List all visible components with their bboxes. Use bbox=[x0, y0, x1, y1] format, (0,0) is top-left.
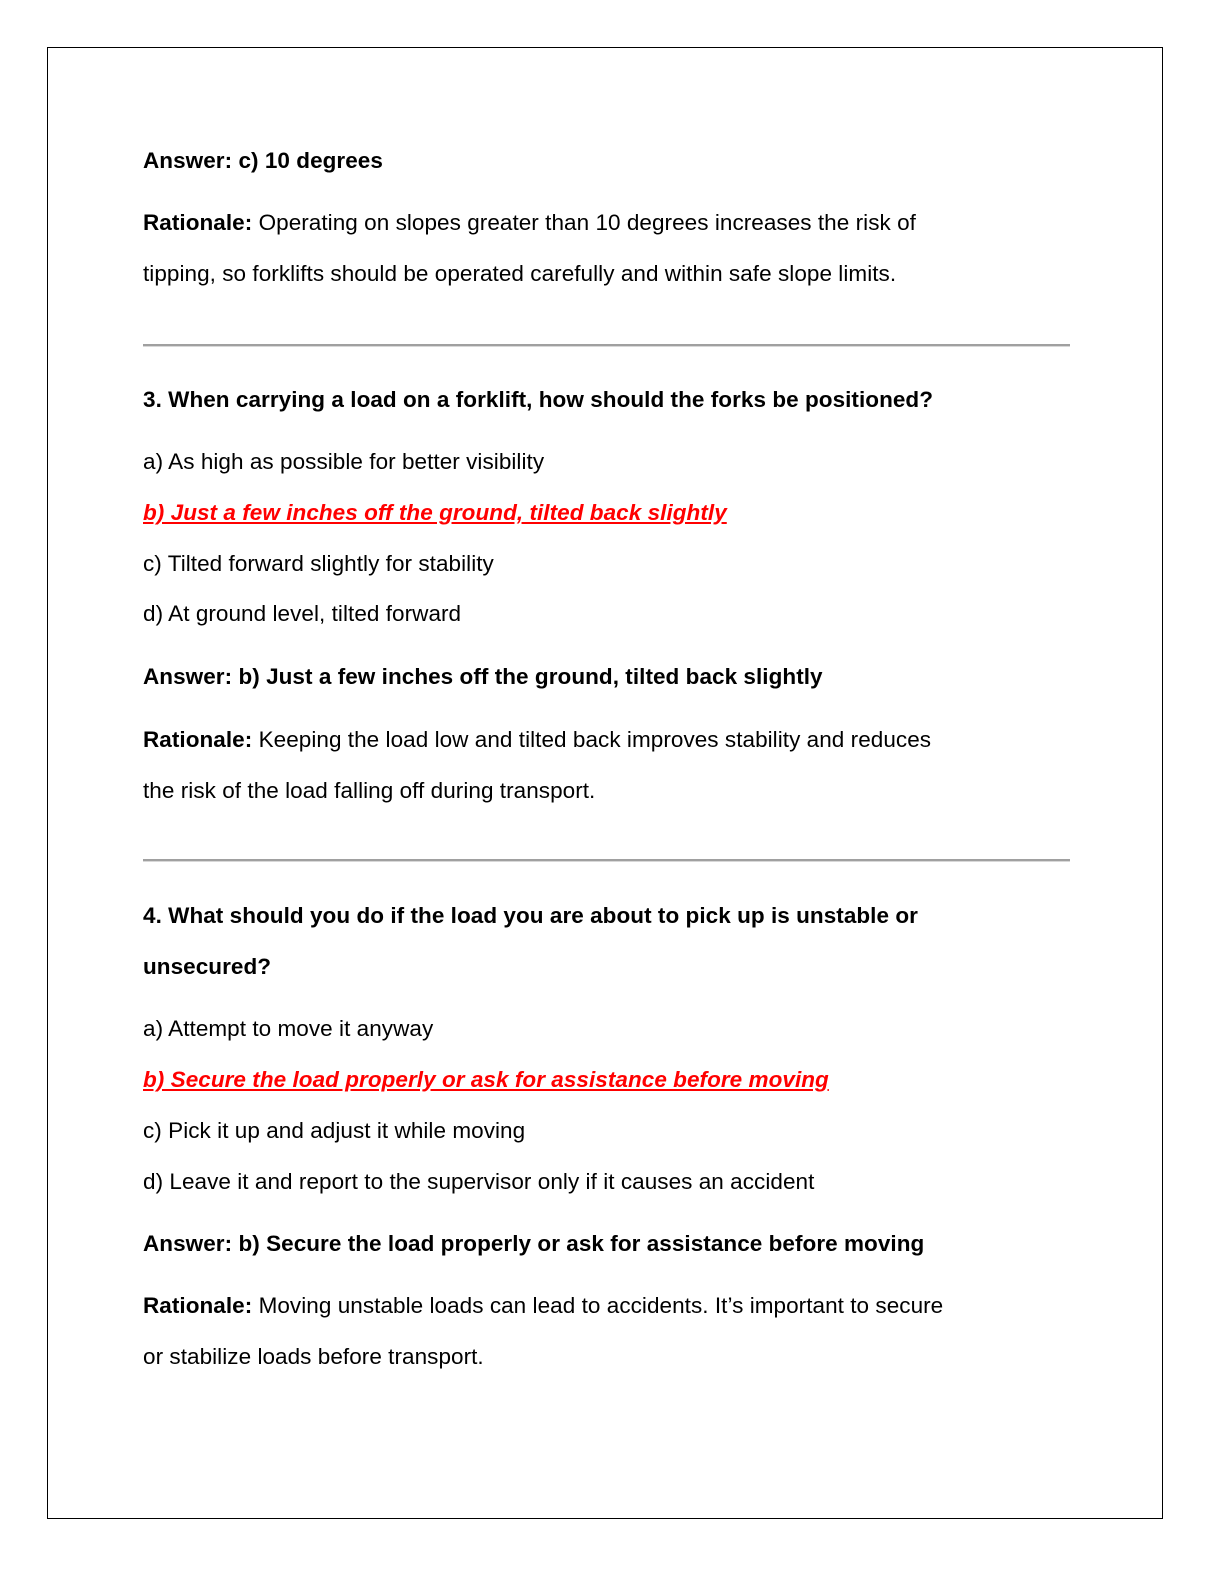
q4-option-a: a) Attempt to move it anyway bbox=[143, 1016, 434, 1041]
q4-question-line-1: 4. What should you do if the load you are about to pick up is unstable or bbox=[143, 903, 918, 928]
section-divider bbox=[143, 859, 1070, 862]
q4-question-line-2: unsecured? bbox=[143, 954, 272, 979]
q4-answer bbox=[143, 1229, 924, 1259]
answer-text: b) Just a few inches off the ground, tilted back slightly bbox=[238, 664, 823, 689]
q4-rationale-line-1 bbox=[143, 1291, 943, 1321]
q3-rationale-line-2: the risk of the load falling off during transport. bbox=[143, 778, 596, 803]
q4-option-b-correct: b) Secure the load properly or ask for assistance before moving bbox=[143, 1067, 829, 1092]
q3-option-d: d) At ground level, tilted forward bbox=[143, 601, 462, 626]
q3-question: 3. When carrying a load on a forklift, how should the forks be positioned? bbox=[143, 387, 934, 412]
q3-option-b-correct: b) Just a few inches off the ground, tilted back slightly bbox=[143, 500, 727, 525]
answer-text: c) 10 degrees bbox=[238, 148, 383, 173]
q3-option-c: c) Tilted forward slightly for stability bbox=[143, 551, 494, 576]
q4-rationale-line-2: or stabilize loads before transport. bbox=[143, 1344, 484, 1369]
answer-label: Answer: bbox=[143, 1231, 233, 1256]
q2-answer bbox=[143, 146, 383, 176]
answer-label: Answer: bbox=[143, 148, 233, 173]
rationale-label: Rationale: bbox=[143, 727, 253, 752]
q2-rationale-line-1 bbox=[143, 208, 916, 238]
answer-text: b) Secure the load properly or ask for assistance before moving bbox=[238, 1231, 925, 1256]
q4-option-d: d) Leave it and report to the supervisor only if it causes an accident bbox=[143, 1169, 815, 1194]
q3-answer bbox=[143, 662, 823, 692]
rationale-label: Rationale: bbox=[143, 210, 253, 235]
answer-label: Answer: bbox=[143, 664, 233, 689]
rationale-text: Keeping the load low and tilted back improves stability and reduces bbox=[258, 727, 932, 752]
q3-option-a: a) As high as possible for better visibility bbox=[143, 449, 545, 474]
rationale-label: Rationale: bbox=[143, 1293, 253, 1318]
section-divider bbox=[143, 344, 1070, 347]
q2-rationale-line-2: tipping, so forklifts should be operated carefully and within safe slope limits. bbox=[143, 261, 897, 286]
q3-rationale-line-1 bbox=[143, 725, 931, 755]
rationale-text: Operating on slopes greater than 10 degrees increases the risk of bbox=[258, 210, 916, 235]
q4-option-c: c) Pick it up and adjust it while moving bbox=[143, 1118, 526, 1143]
rationale-text: Moving unstable loads can lead to accidents. It’s important to secure bbox=[258, 1293, 944, 1318]
